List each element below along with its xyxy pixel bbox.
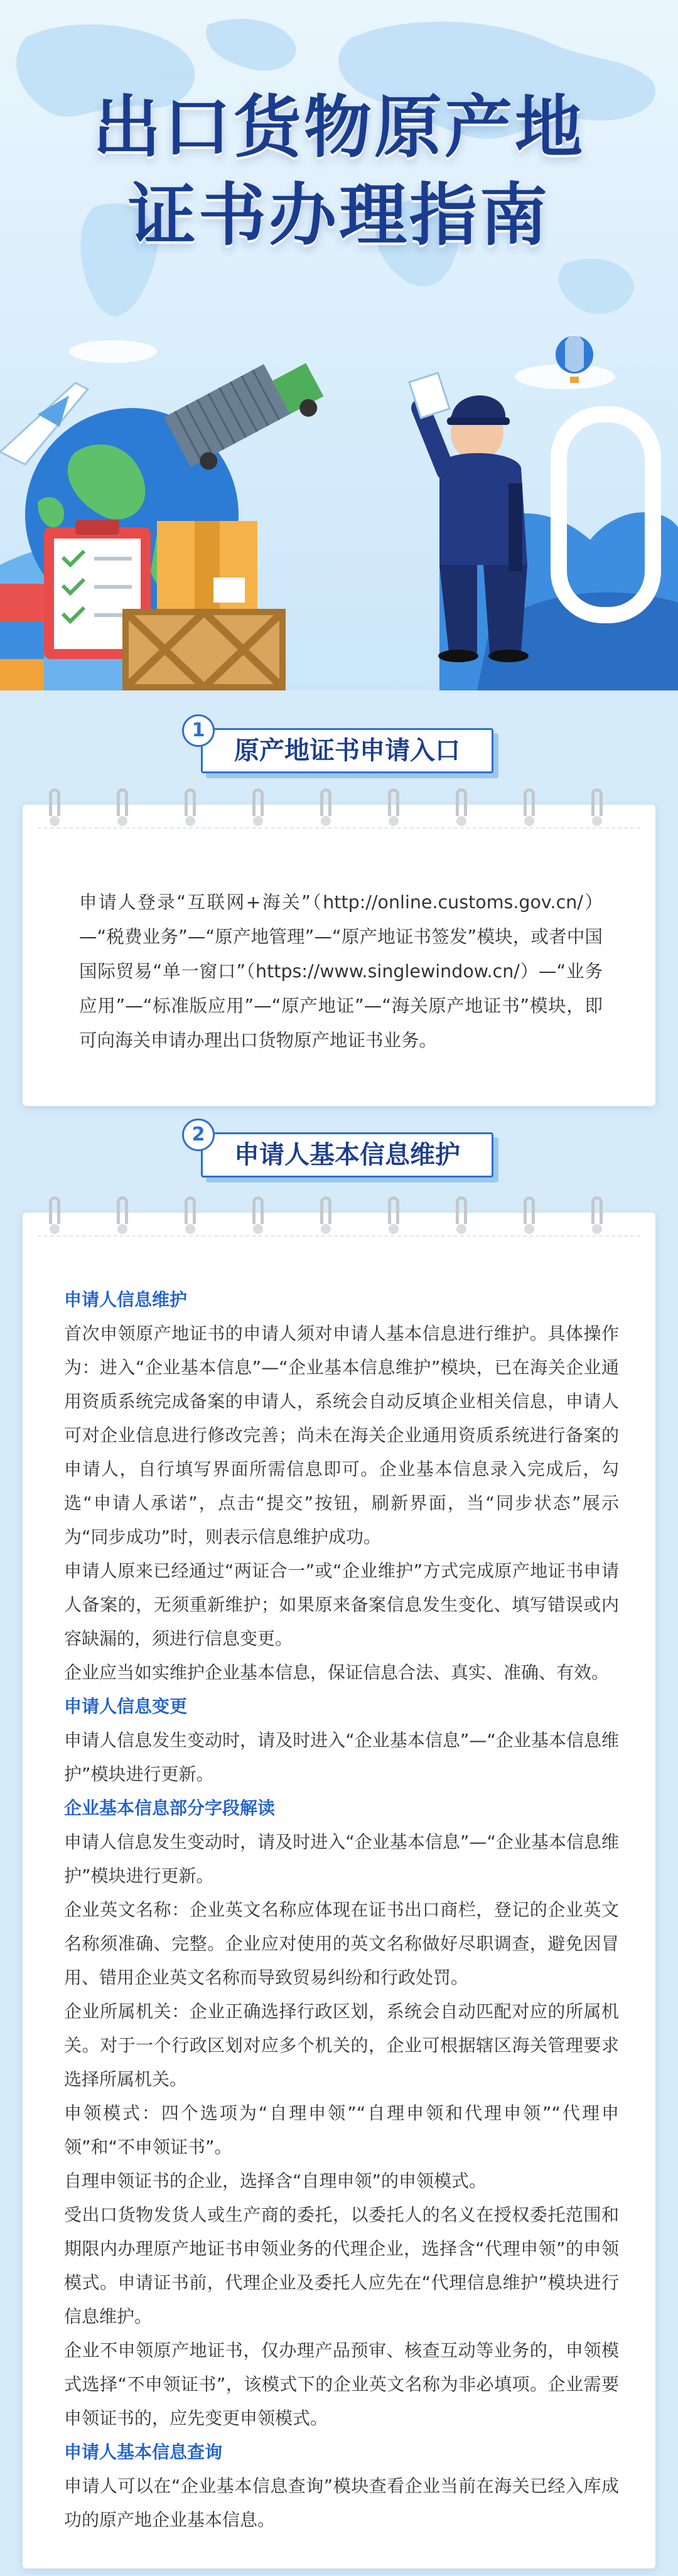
subheading: 申请人信息变更: [64, 1696, 188, 1717]
hero-banner: [0, 0, 678, 690]
container-icon: [0, 584, 44, 690]
truck-icon: [164, 346, 329, 478]
subheading: 企业基本信息部分字段解读: [64, 1798, 276, 1818]
section-2-card: [23, 1213, 655, 2568]
paragraph: 申请人信息发生变动时，请及时进入“企业基本信息”—“企业基本信息维护”模块进行更新。: [64, 1730, 619, 1784]
subheading: 申请人信息维护: [64, 1289, 188, 1310]
section-1-header: [182, 714, 496, 772]
notebook-rings: [23, 1196, 655, 1253]
section-1-text: 申请人登录“互联网+海关”（http://online.customs.gov.cn/）—“税费业务”—“原产地管理”—“原产地证书签发”模块，或者中国国际贸易“单一窗口”（https://www.singlewindow.cn/）—“业务应用”—“标准版应用”—“原产地证”—“海关原产地证书”模块，即可向海关申请办理出口货物原产地证书业务。: [79, 892, 603, 1051]
customs-officer-icon: [409, 373, 529, 662]
section-1-card: [23, 805, 655, 1106]
paragraph: 申请人可以在“企业基本信息查询”模块查看企业当前在海关已经入库成功的原产地企业基本信息。: [64, 2476, 619, 2530]
paragraph: 申请人信息发生变动时，请及时进入“企业基本信息”—“企业基本信息维护”模块进行更新。: [64, 1832, 619, 1886]
page-title-line1: 出口货物原产地: [92, 89, 585, 167]
section-2-header: [182, 1119, 496, 1176]
section-1-title: 原产地证书申请入口: [234, 736, 460, 765]
paragraph: 企业英文名称：企业英文名称应体现在证书出口商栏，登记的企业英文名称须准确、完整。企业应对使用的英文名称做好尽职调查，避免因冒用、错用企业英文名称而导致贸易纠纷和行政处罚。: [64, 1899, 619, 1988]
section-1-title-box: [201, 728, 493, 773]
paragraph: 申领模式：四个选项为“自理申领”“自理申领和代理申领”“代理申领”和“不申领证书”。: [64, 2103, 619, 2157]
paragraph: 企业应当如实维护企业基本信息，保证信息合法、真实、准确、有效。: [64, 1662, 610, 1683]
wooden-crate-icon: [126, 612, 282, 687]
paragraph: 首次申领原产地证书的申请人须对申请人基本信息进行维护。具体操作为：进入“企业基本信息”—“企业基本信息维护”模块，已在海关企业通用资质系统完成备案的申请人，系统会自动反填企业相关信息，申请人可对企业信息进行修改完善；尚未在海关企业通用资质系统进行备案的申请人，自行填写界面所需信息即可。企业基本信息录入完成后，勾选“申请人承诺”，点击“提交”按钮，刷新界面，当“同步状态”展示为“同步成功”时，则表示信息维护成功。: [64, 1323, 619, 1547]
section-2-title-box: [201, 1132, 493, 1178]
parcel-box-icon: [157, 521, 257, 615]
paragraph: 企业所属机关：企业正确选择行政区划，系统会自动匹配对应的所属机关。对于一个行政区划对应多个机关的，企业可根据辖区海关管理要求选择所属机关。: [64, 2001, 619, 2090]
paragraph: 自理申领证书的企业，选择含“自理申领”的申领模式。: [64, 2171, 487, 2191]
page-title-line2: 证书办理指南: [127, 176, 550, 255]
notebook-rings: [23, 788, 655, 845]
section-2-title: 申请人基本信息维护: [234, 1140, 460, 1169]
subheading: 申请人基本信息查询: [64, 2442, 223, 2462]
section-2-body: [64, 1283, 619, 2537]
paragraph: 申请人原来已经通过“两证合一”或“企业维护”方式完成原产地证书申请人备案的，无须重新维护；如果原来备案信息发生变化、填写错误或内容缺漏的，须进行信息变更。: [64, 1560, 619, 1649]
paragraph: 受出口货物发货人或生产商的委托，以委托人的名义在授权委托范围和期限内办理原产地证书申领业务的代理企业，选择含“代理申领”的申领模式。申请证书前，代理企业及委托人应先在“代理信息维护”模块进行信息维护。: [64, 2204, 619, 2327]
section-1-number-badge: 1: [182, 714, 215, 747]
section-2-number-badge: 2: [182, 1119, 215, 1151]
world-map-icon: [16, 19, 655, 316]
paragraph: 企业不申领原产地证书，仅办理产品预审、核查互动等业务的，申领模式选择“不申领证书”，该模式下的企业英文名称为非必填项。企业需要申领证书的，应先变更申领模式。: [64, 2340, 619, 2428]
